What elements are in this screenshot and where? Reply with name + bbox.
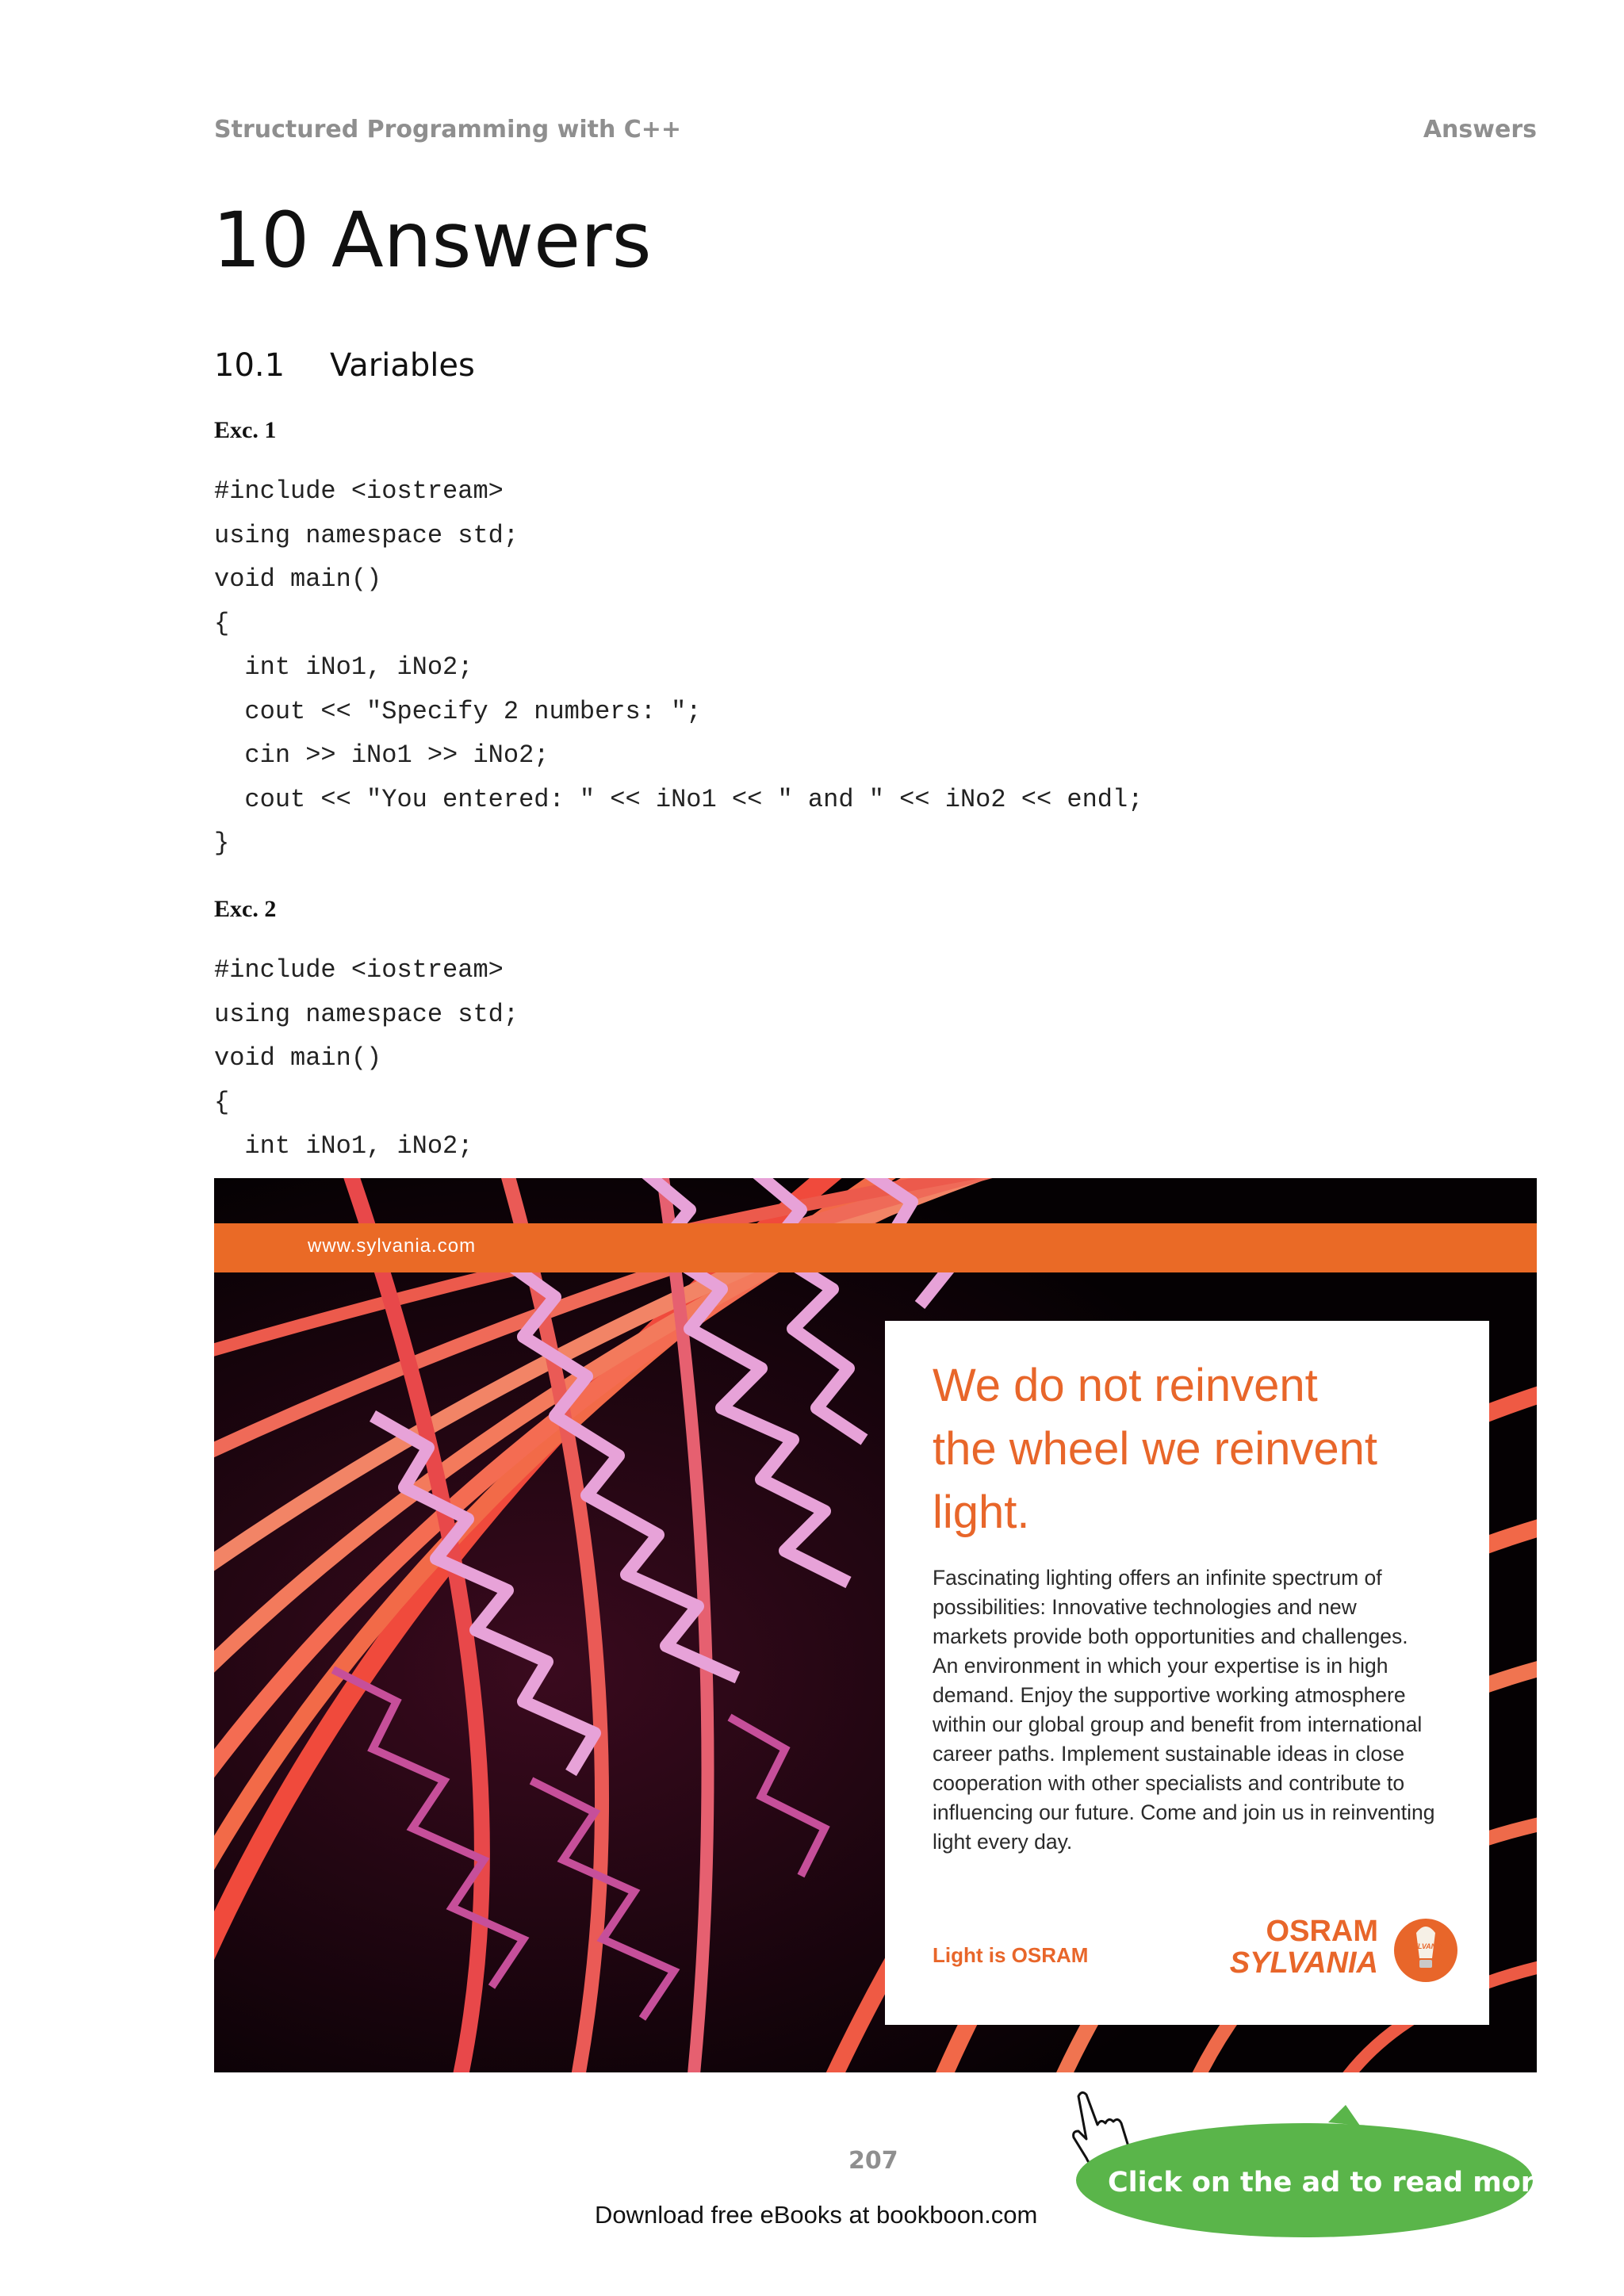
ad-headline-line: the wheel we reinvent bbox=[933, 1423, 1377, 1475]
code-line: void main() bbox=[214, 1043, 382, 1073]
logo-badge-text: SYLVANIA bbox=[1408, 1942, 1444, 1950]
ad-body-line: demand. Enjoy the supportive working atmosphere bbox=[933, 1683, 1406, 1707]
page-number: 207 bbox=[848, 2147, 898, 2175]
ad-body-line: influencing our future. Come and join us in reinventing bbox=[933, 1800, 1435, 1824]
ad-body-line: markets provide both opportunities and challenges. bbox=[933, 1624, 1408, 1648]
ad-body-text bbox=[933, 1563, 1464, 1857]
chapter-title bbox=[213, 196, 652, 285]
ad-url-band bbox=[214, 1223, 1537, 1272]
chapter-title-text: Answers bbox=[331, 196, 652, 285]
code-line: int iNo1, iNo2; bbox=[214, 1131, 473, 1161]
exercise-1-code bbox=[214, 469, 1143, 866]
ad-tagline: Light is OSRAM bbox=[933, 1943, 1089, 1967]
chapter-number: 10 bbox=[213, 196, 310, 285]
ad-body-line: An environment in which your expertise is in high bbox=[933, 1654, 1388, 1678]
code-line: cin >> iNo1 >> iNo2; bbox=[214, 740, 550, 770]
code-line: #include <iostream> bbox=[214, 476, 504, 506]
code-line: using namespace std; bbox=[214, 999, 519, 1029]
code-line: { bbox=[214, 1087, 230, 1117]
code-line: void main() bbox=[214, 564, 382, 594]
section-title-text: Variables bbox=[330, 347, 475, 384]
exercise-2-code bbox=[214, 948, 519, 1169]
code-line: } bbox=[214, 828, 230, 858]
running-head-chapter: Answers bbox=[1423, 116, 1537, 144]
exercise-2-label: Exc. 2 bbox=[214, 896, 277, 922]
logo-sylvania-text: SYLVANIA bbox=[1229, 1946, 1378, 1980]
read-more-button[interactable] bbox=[1067, 2105, 1553, 2240]
ad-body-line: career paths. Implement sustainable ideas in close bbox=[933, 1742, 1405, 1766]
ad-body-line: cooperation with other specialists and contribute to bbox=[933, 1771, 1405, 1795]
ad-headline-line: light. bbox=[933, 1487, 1030, 1538]
advertisement-banner[interactable] bbox=[214, 1178, 1537, 2072]
code-line: int iNo1, iNo2; bbox=[214, 652, 473, 682]
logo-bulb-base bbox=[1419, 1960, 1432, 1968]
section-title bbox=[214, 347, 475, 384]
ad-body-line: light every day. bbox=[933, 1830, 1073, 1854]
download-footer[interactable]: Download free eBooks at bookboon.com bbox=[595, 2201, 1038, 2229]
section-number: 10.1 bbox=[214, 347, 285, 384]
code-line: { bbox=[214, 608, 230, 638]
ad-headline-line: We do not reinvent bbox=[933, 1360, 1318, 1411]
ad-body-line: within our global group and benefit from international bbox=[933, 1712, 1423, 1736]
ad-text-panel bbox=[885, 1321, 1489, 2025]
ad-headline bbox=[933, 1354, 1472, 1544]
cta-label: Click on the ad to read more bbox=[1108, 2167, 1553, 2198]
exercise-1-label: Exc. 1 bbox=[214, 417, 277, 443]
code-line: using namespace std; bbox=[214, 520, 519, 550]
running-head-book-title: Structured Programming with C++ bbox=[214, 116, 682, 144]
ad-body-line: Fascinating lighting offers an infinite spectrum of bbox=[933, 1566, 1382, 1590]
osram-sylvania-logo bbox=[1194, 1909, 1464, 1988]
code-line: cout << "You entered: " << iNo1 << " and " << iNo2 << endl; bbox=[214, 784, 1143, 814]
code-line: cout << "Specify 2 numbers: "; bbox=[214, 696, 702, 726]
ad-body-line: possibilities: Innovative technologies and new bbox=[933, 1595, 1357, 1619]
code-line: #include <iostream> bbox=[214, 955, 504, 985]
logo-osram-text: OSRAM bbox=[1266, 1915, 1378, 1948]
ad-url[interactable]: www.sylvania.com bbox=[308, 1235, 477, 1257]
